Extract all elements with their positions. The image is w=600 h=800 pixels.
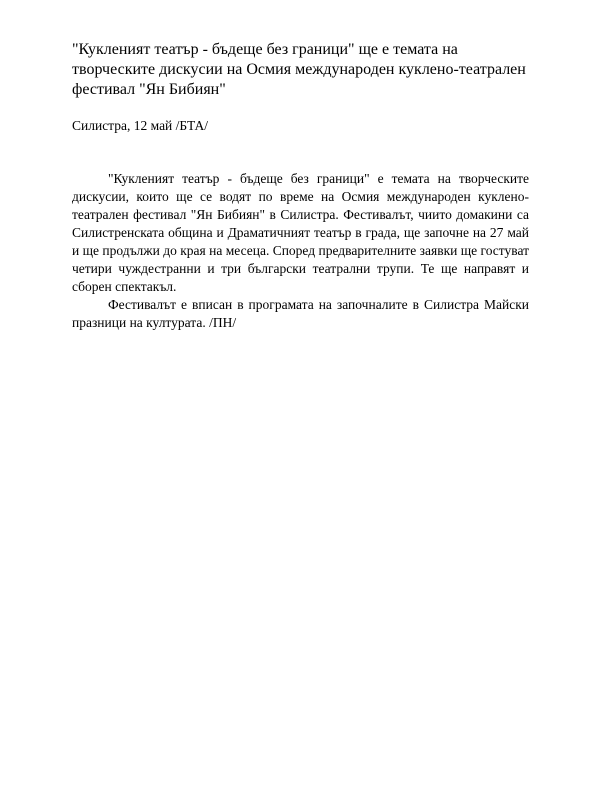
article-paragraph: "Кукленият театър - бъдеще без граници" е темата на творческите дискусии, които ще се водят по време на Осмия международен куклено-театрален фестивал "Ян Бибиян" в Силистра. Фестивалът, чиито домакини са Силистренската община и Драматичният театър в града, ще започне на 27 май и ще продължи до края на месеца. Според предварителните заявки ще гостуват четири чуждестранни и три български театрални трупи. Те ще направят и сборен спектакъл. (72, 171, 529, 294)
article-body (72, 170, 529, 332)
article (72, 40, 529, 332)
article-dateline: Силистра, 12 май /БТА/ (72, 118, 209, 133)
article-paragraph: Фестивалът е вписан в програмата на започналите в Силистра Майски празници на културата. /ПН/ (72, 297, 529, 330)
article-title: "Кукленият театър - бъдеще без граници" ще е темата на творческите дискусии на Осмия международен куклено-театрален фестивал "Ян Бибиян" (72, 41, 526, 98)
